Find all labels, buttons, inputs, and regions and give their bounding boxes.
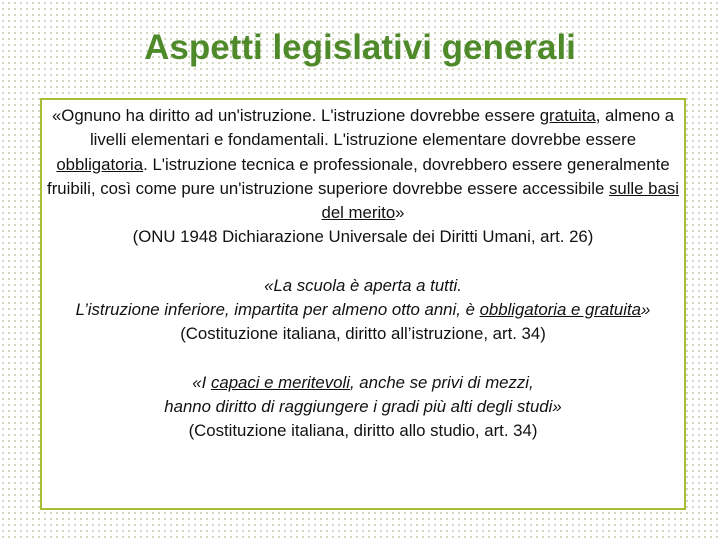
- quote-school-close: »: [640, 300, 651, 320]
- quote-udhr-underline-gratuita: gratuita: [539, 106, 596, 125]
- quote-udhr-underline-merito: sulle basi del merito: [321, 178, 679, 223]
- quote-udhr-text-3: . L'istruzione tecnica e professionale, dovrebbero essere generalmente fruibili, così come pure un'istruzione superiore dovrebbe essere accessibile: [47, 154, 670, 198]
- quote-study-line-2: hanno diritto di raggiungere i gradi più alti degli studi»: [164, 396, 562, 416]
- quotes-box: [40, 98, 686, 510]
- quote-udhr-underline-obbligatoria: obbligatoria: [56, 154, 144, 174]
- quote-udhr: [44, 104, 682, 225]
- quote-constitution-study-line2: [44, 395, 682, 419]
- spacer: [44, 347, 682, 371]
- quote-study-text: , anche se privi di mezzi,: [349, 372, 534, 392]
- quote-study-underline: capaci e meritevoli: [210, 372, 350, 392]
- quote-school-line-1: «La scuola è aperta a tutti.: [264, 275, 462, 295]
- spacer: [44, 250, 682, 274]
- quote-constitution-school-body: [44, 298, 682, 322]
- quote-school-underline: obbligatoria e gratuita: [479, 300, 641, 320]
- slide-title: Aspetti legislativi generali: [144, 28, 576, 67]
- quote-udhr-text-2: , almeno a livelli elementari e fondamentali. L'istruzione elementare dovrebbe essere: [89, 106, 675, 150]
- quote-udhr-source: (ONU 1948 Dichiarazione Universale dei Diritti Umani, art. 26): [132, 227, 594, 247]
- quote-constitution-school: [44, 274, 682, 298]
- quote-udhr-close: »: [395, 203, 405, 223]
- quote-school-text: L’istruzione inferiore, impartita per almeno otto anni, è: [75, 300, 480, 320]
- quote-constitution-study: [44, 371, 682, 395]
- quote-udhr-text-1: «Ognuno ha diritto ad un'istruzione. L'istruzione dovrebbe essere: [51, 106, 540, 125]
- quote-school-source: (Costituzione italiana, diritto all’istruzione, art. 34): [180, 324, 546, 344]
- quote-study-open: «I: [192, 372, 211, 392]
- quote-study-source: (Costituzione italiana, diritto allo studio, art. 34): [188, 421, 538, 441]
